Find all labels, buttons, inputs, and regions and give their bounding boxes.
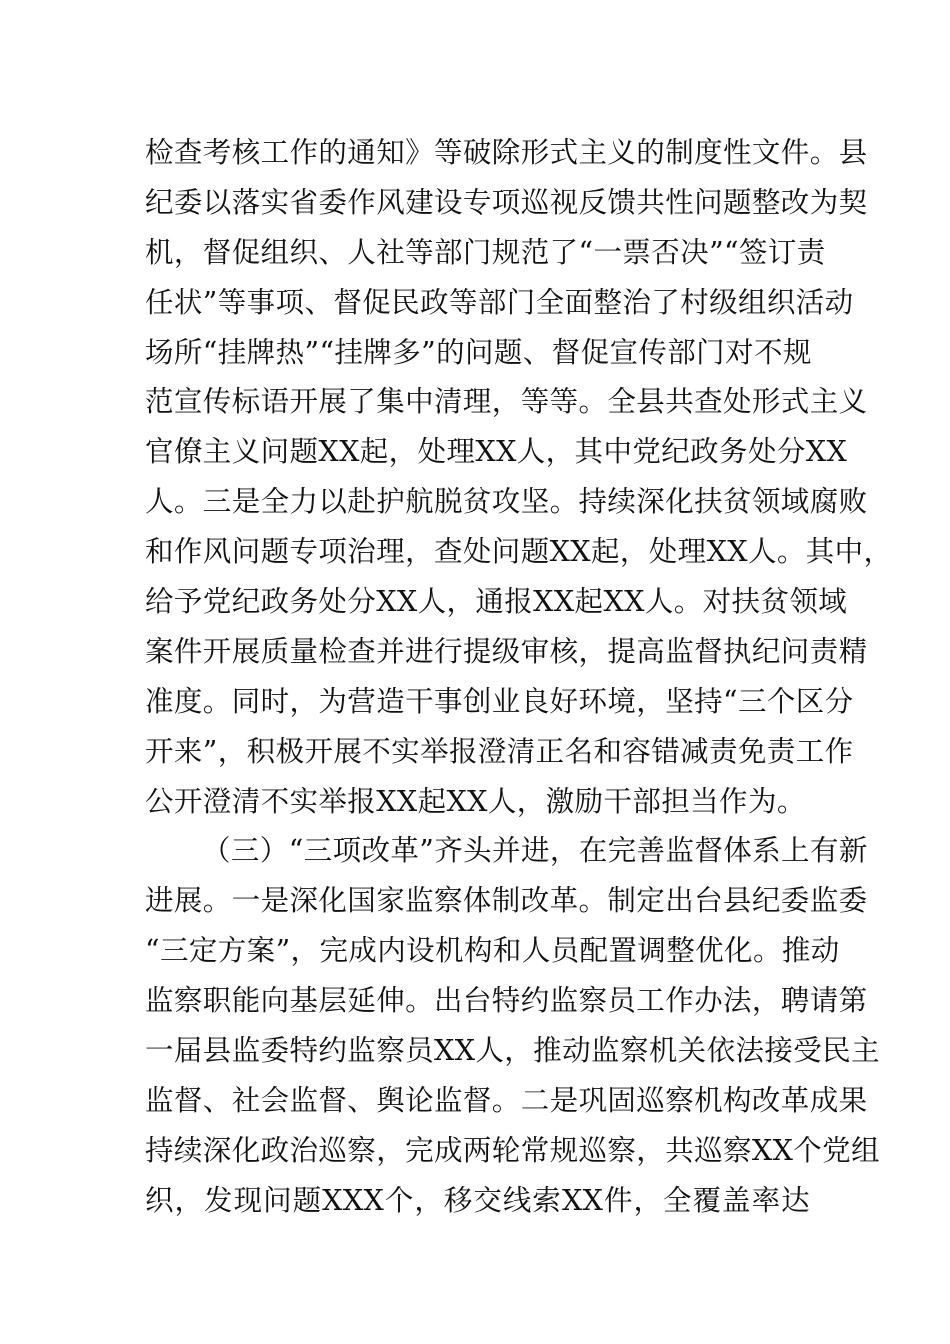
body-text (145, 128, 893, 1226)
text-line: 官僚主义问题XX起，处理XX人，其中党纪政务处分XX (145, 435, 848, 469)
text-line: 一届县监委特约监察员XX人，推动监察机关依法接受民主 (145, 1034, 880, 1068)
text-line: 进展。一是深化国家监察体制改革。制定出台县纪委监委 (145, 884, 868, 918)
section-heading-line: （三）“三项改革”齐头并进，在完善监督体系上有新 (202, 834, 868, 868)
text-line: 监督、社会监督、舆论监督。二是巩固巡察机构改革成果 (145, 1083, 868, 1117)
text-line: 公开澄清不实举报XX起XX人，激励干部担当作为。 (145, 784, 806, 818)
text-line: 案件开展质量检查并进行提级审核，提高监督执纪问责精 (145, 634, 868, 668)
text-line: 给予党纪政务处分XX人，通报XX起XX人。对扶贫领域 (145, 585, 848, 619)
text-line: 机，督促组织、人社等部门规范了“一票否决”“签订责 (145, 235, 826, 269)
text-line: 任状”等事项、督促民政等部门全面整治了村级组织活动 (145, 285, 854, 319)
text-line: “三定方案”，完成内设机构和人员配置调整优化。推动 (145, 934, 840, 968)
text-line: 人。三是全力以赴护航脱贫攻坚。持续深化扶贫领域腐败 (145, 485, 868, 519)
text-line: 检查考核工作的通知》等破除形式主义的制度性文件。县 (145, 136, 868, 169)
text-line: 织，发现问题XXX个，移交线索XX件，全覆盖率达 (145, 1183, 810, 1217)
text-line: 和作风问题专项治理，查处问题XX起，处理XX人。其中， (145, 535, 893, 569)
text-line: 开来”，积极开展不实举报澄清正名和容错减责免责工作 (145, 734, 854, 768)
text-line: 场所“挂牌热”“挂牌多”的问题、督促宣传部门对不规 (145, 335, 812, 369)
text-line: 准度。同时，为营造干事创业良好环境，坚持“三个区分 (145, 684, 854, 718)
text-line: 监察职能向基层延伸。出台特约监察员工作办法，聘请第 (145, 984, 868, 1018)
text-line: 纪委以落实省委作风建设专项巡视反馈共性问题整改为契 (145, 185, 868, 219)
text-line: 范宣传标语开展了集中清理，等等。全县共查处形式主义 (145, 385, 868, 419)
text-line: 持续深化政治巡察，完成两轮常规巡察，共巡察XX个党组 (145, 1133, 880, 1167)
